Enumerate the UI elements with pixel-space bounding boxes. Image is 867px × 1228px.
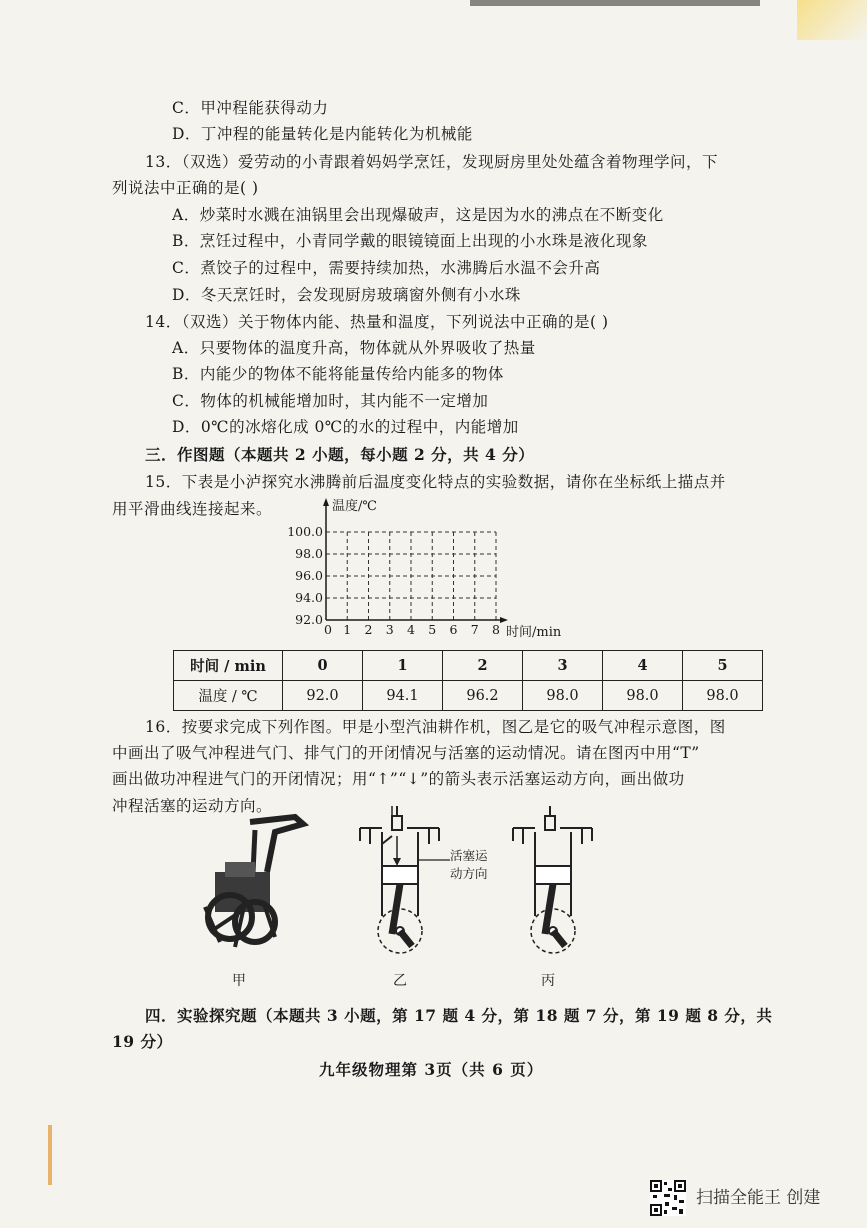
x-axis-arrow [500, 617, 508, 623]
chart-y-label: 温度/℃ [332, 499, 377, 514]
scanner-brand: 扫描全能王 创建 [696, 1188, 821, 1208]
option-c-prev: C．甲冲程能获得动力 [172, 99, 329, 117]
table-cell: 98.0 [683, 681, 763, 711]
question-13-option-a: A．炒菜时水溅在油锅里会出现爆破声，这是因为水的沸点在不断变化 [172, 206, 664, 224]
x-tick-label: 5 [428, 622, 437, 637]
question-14-option-c: C．物体的机械能增加时，其内能不一定增加 [172, 392, 489, 410]
x-tick-label: 6 [449, 622, 458, 637]
question-16-stem-4: 冲程活塞的运动方向。 [112, 797, 273, 815]
table-header-temp: 温度 / ℃ [174, 681, 283, 711]
data-table [173, 650, 763, 711]
table-cell: 98.0 [523, 681, 603, 711]
tiller-image [195, 812, 325, 962]
x-tick-label: 8 [492, 622, 500, 637]
option-d-prev: D．丁冲程的能量转化是内能转化为机械能 [172, 125, 473, 143]
x-tick-label: 7 [470, 622, 479, 637]
table-cell: 0 [283, 651, 363, 681]
piston-label-1: 活塞运 [450, 848, 488, 863]
section-4-heading: 四．实验探究题（本题共 3 小题，第 17 题 4 分，第 18 题 7 分，第 19 题 8 分，共 [145, 1006, 773, 1025]
question-14-option-d: D．0℃的冰熔化成 0℃的水的过程中，内能增加 [172, 418, 519, 436]
y-tick-label: 96.0 [295, 568, 323, 583]
question-15-stem: 15．下表是小泸探究水沸腾前后温度变化特点的实验数据，请你在坐标纸上描点并 [145, 473, 726, 491]
y-tick-label: 98.0 [295, 546, 323, 561]
table-cell: 5 [683, 651, 763, 681]
piston-label-2: 动方向 [450, 866, 488, 881]
corner-tint [797, 0, 867, 40]
question-13-stem-cont: 列说法中正确的是( ) [112, 179, 259, 197]
table-cell: 94.1 [363, 681, 443, 711]
power-stroke-diagram [505, 806, 600, 966]
chart-axes [323, 498, 508, 623]
page-footer: 九年级物理第 3页（共 6 页） [319, 1060, 544, 1079]
caption-jia: 甲 [232, 973, 246, 989]
table-row-time [174, 651, 763, 681]
caption-yi: 乙 [393, 973, 407, 989]
table-cell: 4 [603, 651, 683, 681]
question-14-stem: 14．（双选）关于物体内能、热量和温度，下列说法中正确的是( ) [145, 313, 609, 331]
chart-x-label: 时间/min [506, 625, 562, 640]
x-tick-label: 3 [385, 622, 394, 637]
x-tick-label: 4 [407, 622, 415, 637]
table-cell: 98.0 [603, 681, 683, 711]
x-tick-label: 2 [364, 622, 373, 637]
table-cell: 2 [443, 651, 523, 681]
y-tick-label: 92.0 [295, 612, 323, 627]
question-14-option-b: B．内能少的物体不能将能量传给内能多的物体 [172, 365, 504, 383]
y-tick-label: 94.0 [295, 590, 323, 605]
caption-bing: 丙 [541, 973, 555, 989]
table-header-time: 时间 / min [174, 651, 283, 681]
table-row-temp [174, 681, 763, 711]
question-13-option-b: B．烹饪过程中，小青同学戴的眼镜镜面上出现的小水珠是液化现象 [172, 232, 648, 250]
question-16-stem-2: 中画出了吸气冲程进气门、排气门的开闭情况与活塞的运动情况。请在图丙中用“T” [112, 744, 700, 762]
left-edge-mark [48, 1125, 52, 1185]
x-tick-label: 1 [343, 622, 352, 637]
x-tick-label: 0 [324, 622, 332, 637]
y-tick-label: 100.0 [287, 524, 323, 539]
question-16-stem: 16．按要求完成下列作图。甲是小型汽油耕作机，图乙是它的吸气冲程示意图，图 [145, 718, 726, 736]
question-16-stem-3: 画出做功冲程进气门的开闭情况；用“↑”“↓”的箭头表示活塞运动方向，画出做功 [112, 770, 685, 788]
question-13-stem: 13．（双选）爱劳动的小青跟着妈妈学烹饪，发现厨房里处处蕴含着物理学问，下 [145, 153, 718, 171]
qr-code-icon [650, 1180, 686, 1216]
scan-edge-strip [470, 0, 760, 6]
temperature-time-chart [270, 492, 580, 642]
question-14-option-a: A．只要物体的温度升高，物体就从外界吸收了热量 [172, 339, 536, 357]
section-3-heading: 三．作图题（本题共 2 小题，每小题 2 分，共 4 分） [145, 445, 535, 464]
question-13-option-c: C．煮饺子的过程中，需要持续加热，水沸腾后水温不会升高 [172, 259, 601, 277]
table-cell: 96.2 [443, 681, 523, 711]
question-13-option-d: D．冬天烹饪时，会发现厨房玻璃窗外侧有小水珠 [172, 286, 521, 304]
y-axis-arrow [323, 498, 329, 506]
table-cell: 1 [363, 651, 443, 681]
chart-grid [326, 532, 496, 620]
piston-label-leader [418, 858, 450, 862]
section-4-heading-cont: 19 分） [112, 1032, 173, 1051]
table-cell: 92.0 [283, 681, 363, 711]
table-cell: 3 [523, 651, 603, 681]
intake-stroke-diagram [352, 806, 447, 966]
question-15-stem-cont: 用平滑曲线连接起来。 [112, 500, 273, 518]
